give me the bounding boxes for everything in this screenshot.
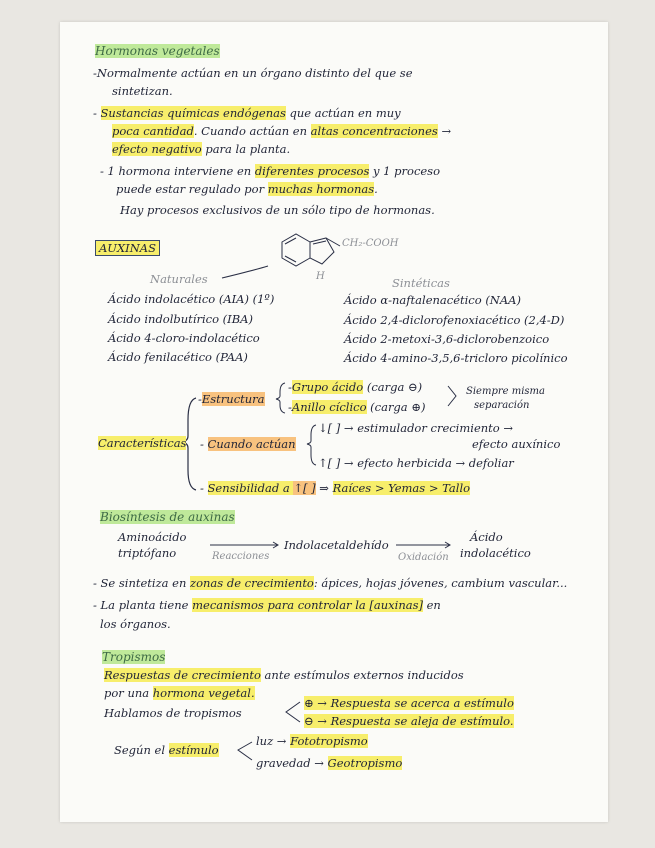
intro-line-5: efecto negativo para la planta. (112, 142, 291, 156)
intro-line-2: sintetizan. (112, 84, 173, 98)
tropismo-negativo: ⊖ → Respuesta se aleja de estímulo. (304, 714, 514, 728)
sinteticas-title: Sintéticas (392, 276, 450, 290)
sintesis-line-1: - Se sintetiza en zonas de crecimiento: ápices, hojas jóvenes, cambium vascular... (93, 576, 568, 590)
aminoacido: Aminoácido (118, 530, 187, 544)
bajo-concentracion: ↓[ ] → estimulador crecimiento → (318, 421, 513, 435)
sintesis-line-3: los órganos. (100, 617, 171, 631)
synthetic-auxin-4: Ácido 4-amino-3,5,6-tricloro picolínico (344, 351, 568, 365)
anillo-ciclico: -Anillo cíclico (carga ⊕) (288, 400, 426, 414)
triptofano: triptófano (118, 546, 177, 560)
caracteristicas-label: Características (98, 436, 187, 450)
producto-acido: Ácido (470, 530, 503, 544)
intro-line-8: Hay procesos exclusivos de un sólo tipo de hormonas. (120, 203, 435, 217)
reacciones-label: Reacciones (212, 551, 270, 562)
intro-line-3: - Sustancias químicas endógenas que actúan en muy (93, 106, 401, 120)
page-title: Hormonas vegetales (95, 44, 220, 58)
hablamos-line: Hablamos de tropismos (104, 706, 242, 720)
intro-line-6: - 1 hormona interviene en diferentes procesos y 1 proceso (100, 164, 441, 178)
biosintesis-title: Biosíntesis de auxinas (100, 510, 235, 524)
estructura-label: -Estructura (198, 392, 265, 406)
bajo-concentracion-2: efecto auxínico (472, 437, 561, 451)
sintesis-line-2: - La planta tiene mecanismos para controlar la [auxinas] en (93, 598, 441, 612)
natural-auxin-1: Ácido indolacético (AIA) (1º) (108, 292, 275, 306)
auxinas-label: AUXINAS (95, 240, 160, 256)
producto-indolacetico: indolacético (460, 546, 531, 560)
intro-line-4: poca cantidad. Cuando actúan en altas concentraciones → (112, 124, 452, 138)
cuando-actuan-label: - Cuando actúan (200, 437, 296, 451)
indole-structure-icon (282, 234, 340, 266)
natural-auxin-4: Ácido fenilacético (PAA) (108, 350, 248, 364)
intro-line-7: puede estar regulado por muchas hormonas. (116, 182, 378, 196)
natural-auxin-2: Ácido indolbutírico (IBA) (108, 312, 253, 326)
oxidacion-label: Oxidación (398, 552, 449, 563)
siempre-line-1: Siempre misma (466, 386, 545, 397)
tropismos-line-1: Respuestas de crecimiento ante estímulos externos inducidos (104, 668, 464, 682)
indolacetaldehido: Indolacetaldehído (284, 538, 389, 552)
alto-concentracion: ↑[ ] → efecto herbicida → defoliar (318, 456, 514, 470)
intro-line-1: -Normalmente actúan en un órgano distinto del que se (93, 66, 413, 80)
sensibilidad-line: - Sensibilidad a ↑[ ] ⇒ Raíces > Yemas > Tallo (200, 481, 471, 495)
grupo-acido: -Grupo ácido (carga ⊖) (288, 380, 423, 394)
molecule-nh: H (316, 271, 325, 282)
tropismo-positivo: ⊕ → Respuesta se acerca a estímulo (304, 696, 514, 710)
synthetic-auxin-3: Ácido 2-metoxi-3,6-diclorobenzoico (344, 332, 550, 346)
natural-auxin-3: Ácido 4-cloro-indolacético (108, 331, 260, 345)
luz-fototropismo: luz → Fototropismo (256, 734, 368, 748)
siempre-line-2: separación (474, 400, 530, 411)
molecule-formula: CH₂-COOH (342, 238, 399, 249)
synthetic-auxin-1: Ácido α-naftalenacético (NAA) (344, 293, 521, 307)
synthetic-auxin-2: Ácido 2,4-diclorofenoxiacético (2,4-D) (344, 313, 565, 327)
gravedad-geotropismo: gravedad → Geotropismo (256, 756, 403, 770)
naturales-title: Naturales (150, 272, 208, 286)
segun-estimulo: Según el estímulo (114, 743, 219, 757)
tropismos-title: Tropismos (102, 650, 166, 664)
tropismos-line-2: por una hormona vegetal. (104, 686, 255, 700)
